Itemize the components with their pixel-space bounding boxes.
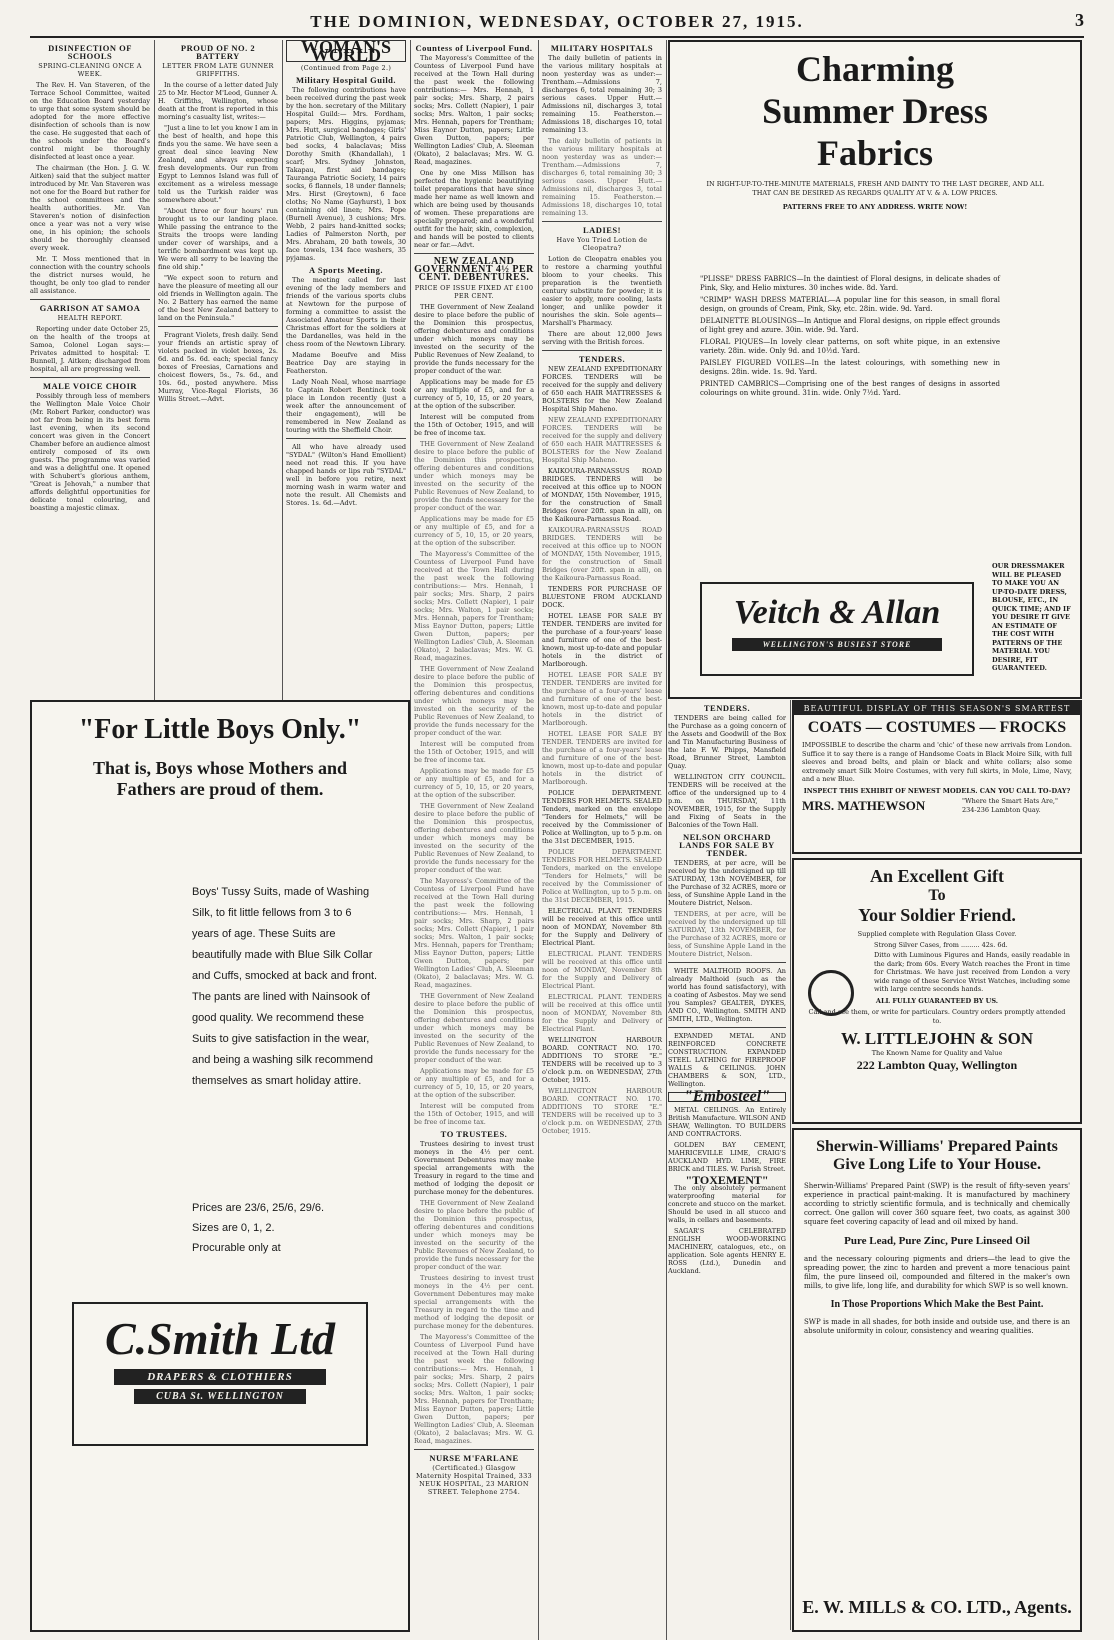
- coats-advertisement: [792, 700, 1082, 854]
- boys-title: "For Little Boys Only.": [78, 714, 362, 745]
- masthead: [30, 6, 1084, 38]
- veitch-allan-name: Veitch & Allan: [733, 594, 941, 631]
- subhead-price: PRICE OF ISSUE FIXED AT £100 PER CENT.: [414, 284, 534, 300]
- article-paragraph: Madame Boeufve and Miss Beatrice Day are staying in Featherston.: [286, 351, 406, 375]
- article-paragraph: Possibly through less of members the Wellington Male Voice Choir (Mr. Robert Parker, conductor) was not far from being in its best form last evening, when its second concert was given in the Concert Chamber before an audience almost entirely composed of its own guests. The programme was varied and was a delightful one. It opened with Schubert's glorious anthem, "Great is Jehovah," a number that affords delightful opportunities for delicate tonal colouring, and boasting a majestic climax.: [30, 392, 150, 512]
- womans-world-title: WOMAN'S WORLD: [286, 40, 406, 62]
- sherwin-ingredients: Pure Lead, Pure Zinc, Pure Linseed Oil: [844, 1235, 1030, 1247]
- tender-notice: HOTEL LEASE FOR SALE BY TENDER. TENDERS are invited for the purchase of a four-years' lease and furniture of one of the best-known, most up-to-date and popular hotels in the district of Marlborough.: [542, 730, 662, 786]
- article-paragraph: Interest will be computed from the 15th of October, 1915, and will be free of income tax.: [414, 413, 534, 437]
- violets-advertisement: Fragrant Violets, fresh daily. Send your friends an artistic spray of violets packed in violet boxes, 2s. 6d. and 5s. 6d. each; special fancy boxes of Freesias, Carnations and choicest flowers, 5s., 7s. 6d., and 10s. 6d., posted anywhere. Miss Murray, Vice-Regal Florists, 36 Willis Street.—Advt.: [158, 331, 278, 403]
- article-paragraph: THE Government of New Zealand desire to place before the public of the Dominion this prospectus, offering debentures and conditions under which moneys may be invested on the security of the Public Revenues of New Zealand, to provide the funds necessary for the proper conduct of the war.: [414, 303, 534, 375]
- tender-notice: NEW ZEALAND EXPEDITIONARY FORCES. TENDERS will be received for the supply and delivery of 650 each HAIR MATTRESSES & BOLSTERS for the New Zealand Hospital Ship Maheno.: [542, 365, 662, 413]
- fabrics-advertisement: [668, 40, 1082, 699]
- article-paragraph: "Just a line to let you know I am in the best of health, and hope this finds you the same. We have seen a great deal since leaving New Zealand, and always expecting fresh developments. Our run from Egypt to Lemnos Island was full of excitement as a wireless message told us the Turkish raider was somewhere about.": [158, 124, 278, 204]
- littlejohn-name: W. LITTLEJOHN & SON: [840, 1029, 1034, 1048]
- tender-notice: ELECTRICAL PLANT. TENDERS will be received at this office until noon of MONDAY, November 8th for the Supply and Delivery of Electrical Plant.: [542, 950, 662, 990]
- tender-notice: WELLINGTON HARBOUR BOARD. CONTRACT NO. 170. ADDITIONS TO STORE "E." TENDERS will be received up to 3 o'clock p.m. on WEDNESDAY, 27th October, 1915.: [542, 1036, 662, 1084]
- article-paragraph: Lady Noah Neal, whose marriage to Captain Robert Bentinck took place in London recently (just a week after the announcement of their engagement), will be remembered in New Zealand as touring with the Sheffield Choir.: [286, 378, 406, 434]
- coats-body: IMPOSSIBLE to describe the charm and 'chic' of these new arrivals from London. Suffice it to say there is a range of Handsome Coats in Black Moire Silk, with full sleeves and broad belts, and plain or black and white collars; also some extremely smart Silk Moire Costumes, with very full skirts, in Mole, Lime, Navy, and a new Blue.: [802, 741, 1072, 783]
- boys-subtitle: Fathers are proud of them.: [116, 779, 324, 799]
- gift-guarantee: ALL FULLY GUARANTEED BY US.: [875, 996, 999, 1005]
- headline-ladies: LADIES!: [583, 225, 621, 235]
- sherwin-williams-advertisement: [792, 1128, 1082, 1632]
- headline-debentures: NEW ZEALAND GOVERNMENT 4½ PER CENT. DEBENTURES.: [414, 256, 534, 283]
- article-paragraph: Reporting under date October 25, on the health of the troops at Samoa, Colonel Logan says:—Privates admitted to hospital: T. Bunnell, J. Aitken; discharged from hospital, all are progressing well.: [30, 325, 150, 373]
- article-paragraph: The chairman (the Hon. J. G. W. Aitken) said that the subject matter introduced by Mr. Van Staveren was not one for the Board but rather for the school committees and the health authorities. Mr. Van Staveren's notion of disinfection once a year was not a very wise one, in his opinion; the schools should be thoroughly cleansed every week.: [30, 164, 150, 252]
- tender-notice: KAIKOURA-PARNASSUS ROAD BRIDGES. TENDERS will be received at this office up to NOON of MONDAY, 15th November, 1915, for the construction of Small Bridges (over 20ft. span in all), on the Kaikoura-Parnassus Road.: [542, 467, 662, 523]
- continued-note: (Continued from Page 2.): [300, 64, 392, 72]
- headline-tenders-2: TENDERS.: [703, 703, 751, 713]
- malthoid-notice: WHITE MALTHOID ROOFS. An already Malthoid (such as the world has found satisfactory), with a coating of Asbestos. May we send you Samples? GEALTER, DYKES, AND CO., Wellington. SMITH AND SMITH, LTD., Wellington.: [668, 967, 786, 1023]
- embosteel-logo: "Embosteel": [668, 1092, 786, 1102]
- column-2: [158, 40, 283, 730]
- article-paragraph: The daily bulletin of patients in the various military hospitals at noon yesterday was as under:— Trentham.—Admissions 7, discharges 6, total remaining 30; 3 serious cases. Upper Hutt.—Admissions nil, discharges 3, total remaining 15. Featherston.—Admissions 18, discharges 10, total remaining 13.: [542, 54, 662, 134]
- boys-prices: Prices are 23/6, 25/6, 29/6.: [192, 1202, 325, 1214]
- gift-advertisement: [792, 858, 1082, 1124]
- headline-sports: A Sports Meeting.: [309, 265, 383, 275]
- nurse-notice-title: NURSE M'FARLANE: [429, 1453, 519, 1463]
- cement-notice: GOLDEN BAY CEMENT, MAHRICEVILLE LIME, CRAIG'S AUCKLAND HYD. LIME, FIRE BRICK and TILES. W. Parish Street.: [668, 1141, 786, 1173]
- article-paragraph: The meeting called for last evening of the lady members and friends of the various sports clubs at Newtown for the purpose of forming a committee to assist the Associated Amateur Sports in their Christmas effort for the soldiers at the Dardanelles, was held in the chess room of the Newtown Library.: [286, 276, 406, 348]
- gift-description: Ditto with Luminous Figures and Hands, easily readable in the dark; from 60s. Every Watch reaches the Front in time for Christmas. We have just received from London a very wide range of these Service Wrist Watches, including some with large centre seconds hands.: [874, 951, 1070, 993]
- mathewson-address: "Where the Smart Hats Are," 234-236 Lambton Quay.: [962, 797, 1058, 814]
- gift-headline: An Excellent Gift: [870, 866, 1004, 886]
- sherwin-paragraph: SWP is made in all shades, for both inside and outside use, and there is an absolute uniformity in colour, consistency and wearing qualities.: [804, 1318, 1070, 1335]
- sherwin-paragraph: and the necessary colouring pigments and driers—the lead to give the spreading power, the zinc to harden and prevent a more tenacious paint film, the pure linseed oil, compounded and filtered in the maker's own mills, to give life, long life, and durability for which SWP is so well known.: [804, 1255, 1070, 1290]
- fabric-item: PAISLEY FIGURED VOILES—In the latest colourings, with something new in designs. 28in. wide. 1s. 9d. Yard.: [700, 359, 1000, 376]
- headline-military-hospitals: MILITARY HOSPITALS: [550, 43, 654, 53]
- page-number: 3: [1075, 10, 1084, 30]
- gift-supplied: Supplied complete with Regulation Glass Cover.: [857, 930, 1017, 938]
- veitch-allan-logo: [700, 582, 974, 676]
- tender-notice: ELECTRICAL PLANT. TENDERS will be received at this office until noon of MONDAY, November 8th for the Supply and Delivery of Electrical Plant.: [542, 907, 662, 947]
- article-paragraph: Lotion de Cleopatra enables you to restore a charming youthful bloom to your cheeks. This preparation is the twentieth century substitute for powder; it is easier to apply, more cooling, lasts longer, and unlike powder it nourishes the skin. Sole agents—Marshall's Pharmacy.: [542, 255, 662, 327]
- toxement-notice: The only absolutely permanent waterproofing material for concrete and stucco on the market. Should be used in all stucco and walls, in cellars and basements.: [668, 1184, 786, 1224]
- masthead-title: THE DOMINION, WEDNESDAY, OCTOBER 27, 1915.: [310, 12, 804, 31]
- fabrics-headline: Fabrics: [817, 133, 933, 173]
- article-paragraph: The Mayoress's Committee of the Countess of Liverpool Fund have received at the Town Hall during the past week the following contributions:— Mrs. Hennah, 1 pair socks; Mrs. Sharp, 2 pairs socks; Mrs. Collett (Napier), 1 pair socks; Mrs. Walton, 1 pair socks; Mrs. Hennah, papers for Trentham; Miss Eaynor Dutton, papers; Little Gwen Dutton, papers; per Wellington Ladies' Club, A. Sleeman (Okato), 2 balaclavas; Mrs. W. G. Read, magazines.: [414, 550, 534, 662]
- article-paragraph: The Mayoress's Committee of the Countess of Liverpool Fund have received at the Town Hall during the past week the following contributions:— Mrs. Hennah, 1 pair socks; Mrs. Sharp, 2 pairs socks; Mrs. Collett (Napier), 1 pair socks; Mrs. Walton, 1 pair socks; Mrs. Hennah, papers for Trentham; Miss Eaynor Dutton, papers; Little Gwen Dutton, papers; per Wellington Ladies' Club, A. Sleeman (Okato), 2 balaclavas; Mrs. W. G. Read, magazines.: [414, 54, 534, 166]
- gift-headline: To: [928, 887, 946, 904]
- tender-notice: TENDERS, at per acre, will be received by the undersigned up till SATURDAY, 13th NOVEMBER, for the Purchase of 32 ACRES, more or less, of Sunshine Apple Land in the Moutere District, Nelson.: [668, 859, 786, 907]
- column-3: [286, 40, 411, 730]
- headline-tenders: TENDERS.: [578, 354, 626, 364]
- nurse-notice-body: (Certificated.) Glasgow Maternity Hospital Trained, 333 NEUK HOSPITAL, 23 MARION STREET. Telephone 2754.: [416, 1464, 532, 1496]
- c-smith-name: C.Smith Ltd: [104, 1313, 336, 1364]
- fabric-item: "CRIMP" WASH DRESS MATERIAL—A popular line for this season, in small floral design, on grounds of Cream, Pink, Sky, etc. 28in. wide. 9d. Yard.: [700, 296, 1000, 313]
- article-paragraph: Interest will be computed from the 15th of October, 1915, and will be free of income tax.: [414, 1102, 534, 1126]
- subhead-health-report: HEALTH REPORT.: [57, 314, 123, 322]
- article-paragraph: Trustees desiring to invest trust moneys in the 4½ per cent. Government Debentures may make special arrangements with the Treasury in regard to the time and method of lodging the deposit or purchase money for the debentures.: [414, 1140, 534, 1196]
- fabric-item: DELAINETTE BLOUSINGS—In Antique and Floral designs, on ripple effect grounds of light grey and azure. 30in. wide. 9d. Yard.: [700, 317, 1000, 334]
- tender-notice: NEW ZEALAND EXPEDITIONARY FORCES. TENDERS will be received for the supply and delivery of 650 each HAIR MATTRESSES & BOLSTERS for the New Zealand Hospital Ship Maheno.: [542, 416, 662, 464]
- tender-notice: POLICE DEPARTMENT. TENDERS FOR HELMETS. SEALED Tenders, marked on the envelope "Tenders for Helmets," will be received by the Commissioner of Police at Wellington, up to 5 p.m. on the 31st DECEMBER, 1915.: [542, 848, 662, 904]
- column-5: [542, 40, 667, 1640]
- tender-notice: KAIKOURA-PARNASSUS ROAD BRIDGES. TENDERS will be received at this office up to NOON of MONDAY, 15th November, 1915, for the construction of Small Bridges (over 20ft. span in all), on the Kaikoura-Parnassus Road.: [542, 526, 662, 582]
- wristwatch-icon: [808, 970, 854, 1016]
- tender-notice: POLICE DEPARTMENT. TENDERS FOR HELMETS. SEALED Tenders, marked on the envelope "Tenders for Helmets," will be received by the Commissioner of Police at Wellington, up to 5 p.m. on the 31st DECEMBER, 1915.: [542, 789, 662, 845]
- coats-inspect: INSPECT THIS EXHIBIT OF NEWEST MODELS. CAN YOU CALL TO-DAY?: [803, 786, 1071, 795]
- tender-notice: WELLINGTON HARBOUR BOARD. CONTRACT NO. 170. ADDITIONS TO STORE "E." TENDERS will be received up to 3 o'clock p.m. on WEDNESDAY, 27th October, 1915.: [542, 1087, 662, 1135]
- article-paragraph: "We expect soon to return and have the pleasure of meeting all our old friends in Wellington again. The No. 2 Battery has earned the name of the best New Zealand battery to land on the Peninsula.": [158, 274, 278, 322]
- article-paragraph: THE Government of New Zealand desire to place before the public of the Dominion this prospectus, offering debentures and conditions under which moneys may be invested on the security of the Public Revenues of New Zealand, to provide the funds necessary for the proper conduct of the war.: [414, 440, 534, 512]
- subhead-gunner-letter: LETTER FROM LATE GUNNER GRIFFITHS.: [162, 62, 274, 78]
- fabrics-headline: Charming: [795, 49, 954, 89]
- article-paragraph: Applications may be made for £5 or any multiple of £5, and for a currency of 5, 10, 15, or 20 years, at the option of the subscriber.: [414, 515, 534, 547]
- subhead-cleopatra: Have You Tried Lotion de Cleopatra?: [556, 236, 648, 252]
- tender-notice: TENDERS, at per acre, will be received by the undersigned up till SATURDAY, 13th NOVEMBER, for the Purchase of 32 ACRES, more or less, of Sunshine Apple Land in the Moutere District, Nelson.: [668, 910, 786, 958]
- sherwin-proportions: In Those Proportions Which Make the Best Paint.: [830, 1299, 1044, 1310]
- coats-top-banner: BEAUTIFUL DISPLAY OF THIS SEASON'S SMARTEST: [794, 702, 1080, 715]
- boys-subtitle: That is, Boys whose Mothers and: [92, 758, 348, 778]
- article-paragraph: The Mayoress's Committee of the Countess of Liverpool Fund have received at the Town Hall during the past week the following contributions:— Mrs. Hennah, 1 pair socks; Mrs. Sharp, 2 pairs socks; Mrs. Collett (Napier), 1 pair socks; Mrs. Walton, 1 pair socks; Mrs. Hennah, papers for Trentham; Miss Eaynor Dutton, papers; Little Gwen Dutton, papers; per Wellington Ladies' Club, A. Sleeman (Okato), 2 balaclavas; Mrs. W. G. Read, magazines.: [414, 877, 534, 989]
- tender-notice: TENDERS are being called for the Purchase as a going concern of the Assets and Goodwill of the Box and Tin Manufacturing Business of the late F. W. Phipps, Mansfield Road, Brunner Street, Lambton Quay.: [668, 714, 786, 770]
- gift-price: Strong Silver Cases, from ......... 42s. 6d.: [874, 940, 1008, 949]
- gift-call: Call and see them, or write for particulars. Country orders promptly attended to.: [808, 1008, 1066, 1025]
- tender-notice: HOTEL LEASE FOR SALE BY TENDER. TENDERS are invited for the purchase of a four-years' lease and furniture of one of the best-known, most up-to-date and popular hotels in the district of Marlborough.: [542, 671, 662, 727]
- gift-headline: Your Soldier Friend.: [858, 905, 1016, 925]
- article-paragraph: Applications may be made for £5 or any multiple of £5, and for a currency of 5, 10, 15, or 20 years, at the option of the subscriber.: [414, 767, 534, 799]
- column-7: [668, 700, 791, 1630]
- dressmaker-note: OUR DRESSMAKER WILL BE PLEASED TO MAKE YOU AN UP-TO-DATE DRESS, BLOUSE, ETC., IN QUICK TIME; AND IF YOU DESIRE IT GIVE AN ESTIMATE OF THE COST WITH PATTERNS OF THE MATERIAL YOU DESIRE, FIT GUARANTEED.: [992, 562, 1071, 672]
- article-paragraph: In the course of a letter dated July 25 to Mr. Hector M'Leod, Gunner A. H. Griffiths, Wellington, whose death at the front is reported in this morning's casualty list, writes:—: [158, 81, 278, 121]
- article-paragraph: The daily bulletin of patients in the various military hospitals at noon yesterday was as under:— Trentham.—Admissions 7, discharges 6, total remaining 30; 3 serious cases. Upper Hutt.—Admissions nil, discharges 3, total remaining 15. Featherston.—Admissions 18, discharges 10, total remaining 13.: [542, 137, 662, 217]
- c-smith-address: CUBA St. WELLINGTON: [134, 1389, 306, 1404]
- article-paragraph: Trustees desiring to invest trust moneys in the 4½ per cent. Government Debentures may make special arrangements with the Treasury in regard to the time and method of lodging the deposit or purchase money for the debentures.: [414, 1274, 534, 1330]
- expanded-metal-notice: EXPANDED METAL AND REINFORCED CONCRETE CONSTRUCTION. EXPANDED STEEL LATHING for FIREPROOF WALLS & CEILINGS. JOHN CHAMBERS & SON, LTD., Wellington.: [668, 1032, 786, 1088]
- sherwin-paragraph: Sherwin-Williams' Prepared Paint (SWP) is the result of fifty-seven years' experience in practical paint-making. It is manufactured by machinery according to strictly scientific formula, and is technically and chemically correct. One gallon will cover 360 square feet, two coats, as against 300 square feet covering capacity of lead and oil mixed by hand.: [804, 1182, 1070, 1226]
- fabrics-patterns-note: PATTERNS FREE TO ANY ADDRESS. WRITE NOW!: [782, 203, 968, 211]
- article-paragraph: THE Government of New Zealand desire to place before the public of the Dominion this prospectus, offering debentures and conditions under which moneys may be invested on the security of the Public Revenues of New Zealand, to provide the funds necessary for the proper conduct of the war.: [414, 992, 534, 1064]
- littlejohn-tagline: The Known Name for Quality and Value: [871, 1049, 1003, 1057]
- headline-hospital-guild: Military Hospital Guild.: [295, 75, 397, 85]
- article-paragraph: THE Government of New Zealand desire to place before the public of the Dominion this prospectus, offering debentures and conditions under which moneys may be invested on the security of the Public Revenues of New Zealand, to provide the funds necessary for the proper conduct of the war.: [414, 1199, 534, 1271]
- article-paragraph: One by one Miss Millson has perfected the hygienic beautifying toilet preparations that have since made her name as well known and which are being used by thousands of women. These preparations are specially prepared; and a wonderful outfit for the hair, skin, complexion, and hands will be posted to clients near or far.—Advt.: [414, 169, 534, 249]
- veitch-allan-tagline: WELLINGTON'S BUSIEST STORE: [732, 638, 942, 651]
- fabrics-headline: Summer Dress: [762, 91, 988, 131]
- sherwin-title: Sherwin-Williams' Prepared Paints: [816, 1138, 1058, 1155]
- headline-disinfection: DISINFECTION OF SCHOOLS: [48, 43, 132, 61]
- c-smith-tagline: DRAPERS & CLOTHIERS: [114, 1369, 326, 1385]
- headline-trustees: TO TRUSTEES.: [440, 1129, 508, 1139]
- tender-notice: HOTEL LEASE FOR SALE BY TENDER. TENDERS are invited for the purchase of a four-years' lease and furniture of one of the best-known, most up-to-date and popular hotels in the district of Marlborough.: [542, 612, 662, 668]
- coats-title: COATS — COSTUMES — FROCKS: [807, 719, 1067, 736]
- fabric-item: FLORAL PIQUES—In lovely clear patterns, on soft white pique, in an extensive variety. 28in. wide. Only 9d. and 10½d. Yard.: [700, 338, 1000, 355]
- article-paragraph: Applications may be made for £5 or any multiple of £5, and for a currency of 5, 10, 15, or 20 years, at the option of the subscriber.: [414, 1067, 534, 1099]
- article-paragraph: The Mayoress's Committee of the Countess of Liverpool Fund have received at the Town Hall during the past week the following contributions:— Mrs. Hennah, 1 pair socks; Mrs. Sharp, 2 pairs socks; Mrs. Collett (Napier), 1 pair socks; Mrs. Walton, 1 pair socks; Mrs. Hennah, papers for Trentham; Miss Eaynor Dutton, papers; Little Gwen Dutton, papers; per Wellington Ladies' Club, A. Sleeman (Okato), 2 balaclavas; Mrs. W. G. Read, magazines.: [414, 1333, 534, 1445]
- mathewson-name: MRS. MATHEWSON: [802, 797, 926, 813]
- article-paragraph: The Rev. H. Van Staveren, of the Terrace School Committee, waited on the Education Board yesterday to urge that some system should be adopted for the more effective disinfection of schools than is now the case. He suggested that each of the schools under the Board's control might be thoroughly disinfected at least once a year.: [30, 81, 150, 161]
- boys-sizes: Sizes are 0, 1, 2.: [192, 1222, 275, 1234]
- article-paragraph: THE Government of New Zealand desire to place before the public of the Dominion this prospectus, offering debentures and conditions under which moneys may be invested on the security of the Public Revenues of New Zealand, to provide the funds necessary for the proper conduct of the war.: [414, 802, 534, 874]
- little-boys-advertisement: [30, 700, 410, 1632]
- headline-choir: MALE VOICE CHOIR: [42, 381, 138, 391]
- article-paragraph: THE Government of New Zealand desire to place before the public of the Dominion this prospectus, offering debentures and conditions under which moneys may be invested on the security of the Public Revenues of New Zealand, to provide the funds necessary for the proper conduct of the war.: [414, 665, 534, 737]
- toxement-title: "TOXEMENT": [685, 1173, 769, 1187]
- sherwin-agents: E. W. MILLS & CO. LTD., Agents.: [802, 1597, 1072, 1617]
- fabrics-intro: IN RIGHT-UP-TO-THE-MINUTE MATERIALS, FRESH AND DAINTY TO THE LAST DEGREE, AND ALL THAT CAN BE DESIRED AS REGARDS QUALITY AT V. & A. LOW PRICES.: [706, 180, 1044, 197]
- article-paragraph: Mr. T. Moss mentioned that in connection with the country schools the district nurses would, he thought, be only too glad to render all assistance.: [30, 255, 150, 295]
- column-4: [414, 40, 539, 1640]
- headline-battery: PROUD OF NO. 2 BATTERY: [180, 43, 256, 61]
- sherwin-subtitle: Give Long Life to Your House.: [832, 1156, 1041, 1173]
- article-paragraph: Applications may be made for £5 or any multiple of £5, and for a currency of 5, 10, 15, or 20 years, at the option of the subscriber.: [414, 378, 534, 410]
- column-1: [30, 40, 155, 730]
- fabric-item: PRINTED CAMBRICS—Comprising one of the best ranges of designs in assorted colourings on white ground. 31in. wide. Only 7½d. Yard.: [700, 380, 1000, 397]
- headline-liverpool-fund: Countess of Liverpool Fund.: [415, 43, 533, 53]
- subhead-spring-cleaning: SPRING-CLEANING ONCE A WEEK.: [38, 62, 142, 78]
- littlejohn-address: 222 Lambton Quay, Wellington: [856, 1057, 1018, 1072]
- fabric-item: "PLISSE" DRESS FABRICS—In the daintiest of Floral designs, in delicate shades of Pink, Sky, and Helio mixtures. 30 inches wide. 8d. Yard.: [700, 275, 1000, 292]
- headline-nelson: NELSON ORCHARD LANDS FOR SALE BY TENDER.: [679, 832, 775, 858]
- article-paragraph: "About three or four hours' run brought us to our landing place. While passing the entrance to the Straits the troops were landing under cover of warships, and a terrific bombardment was kept up. We were all sorry to be leaving the fine old ship.": [158, 207, 278, 271]
- article-paragraph: The following contributions have been received during the past week by the hon. secretary of the Military Hospital Guild:— Mrs. Fordham, papers; Mrs. Higgins, pyjamas; Mrs. Hutt, surgical bandages; Girls' Patriotic Club, Wellington, 4 pairs bed socks, 4 balaclavas; Miss Dorothy Smith (Khandallah), 1 scarf; Mrs. Sydney Johnston, Takapau, first aid bandages; Tauranga Patriotic Society, 14 pairs socks, 6 flannels, 18 under flannels; Mrs. Hirst (Greytown), 6 face cloths; No Name (Gayhurst), 1 box containing old linen; Mrs. Pope (Burnell Avenue), 3 cushions; Mrs. Webb, 2 pairs hand-knitted socks; Ladies of Palmerston North, per Mrs. Abraham, 20 bath towels, 30 face towels, 134 face washers, 35 pyjamas.: [286, 86, 406, 262]
- article-paragraph: Interest will be computed from the 15th of October, 1915, and will be free of income tax.: [414, 740, 534, 764]
- headline-samoa: GARRISON AT SAMOA: [39, 303, 141, 313]
- boys-procurable: Procurable only at: [192, 1242, 281, 1254]
- article-paragraph: There are about 12,000 Jews serving with the British forces.: [542, 330, 662, 346]
- boys-body: Boys' Tussy Suits, made of Washing Silk, to fit little fellows from 3 to 6 years of age. These Suits are beautifully made with Blue Silk Collar and Cuffs, smocked at back and front. The pants are lined with Nainsook of good quality. We recommend these Suits to give satisfaction in the wear, and being a washing silk recommend themselves as smart holiday attire.: [192, 886, 378, 1087]
- c-smith-logo: [72, 1302, 368, 1446]
- sagars-notice: SAGAR'S CELEBRATED ENGLISH WOOD-WORKING MACHINERY, catalogues, etc., on application. Sole agents HENRY E. ROSS (Ltd.), Dunedin and Auckland.: [668, 1227, 786, 1275]
- tender-notice: WELLINGTON CITY COUNCIL. TENDERS will be received at the office of the undersigned up to 4 p.m. on THURSDAY, 11th NOVEMBER, 1915, for the Supply and Fixing of Seats in the Balconies of the Town Hall.: [668, 773, 786, 829]
- tender-notice: TENDERS FOR PURCHASE OF BLUESTONE FROM AUCKLAND DOCK.: [542, 585, 662, 609]
- sydal-advertisement: All who have already used "SYDAL" (Wilton's Hand Emollient) need not read this. If you have chapped hands or lips rub "SYDAL" well in before you retire, next morning wash in warm water and note the result. All Chemists and Stores. 1s. 6d.—Advt.: [286, 443, 406, 507]
- tender-notice: ELECTRICAL PLANT. TENDERS will be received at this office until noon of MONDAY, November 8th for the Supply and Delivery of Electrical Plant.: [542, 993, 662, 1033]
- metal-ceilings-notice: METAL CEILINGS. An Entirely British Manufacture. WILSON AND SHAW, Wellington. TO BUILDERS AND CONTRACTORS.: [668, 1106, 786, 1138]
